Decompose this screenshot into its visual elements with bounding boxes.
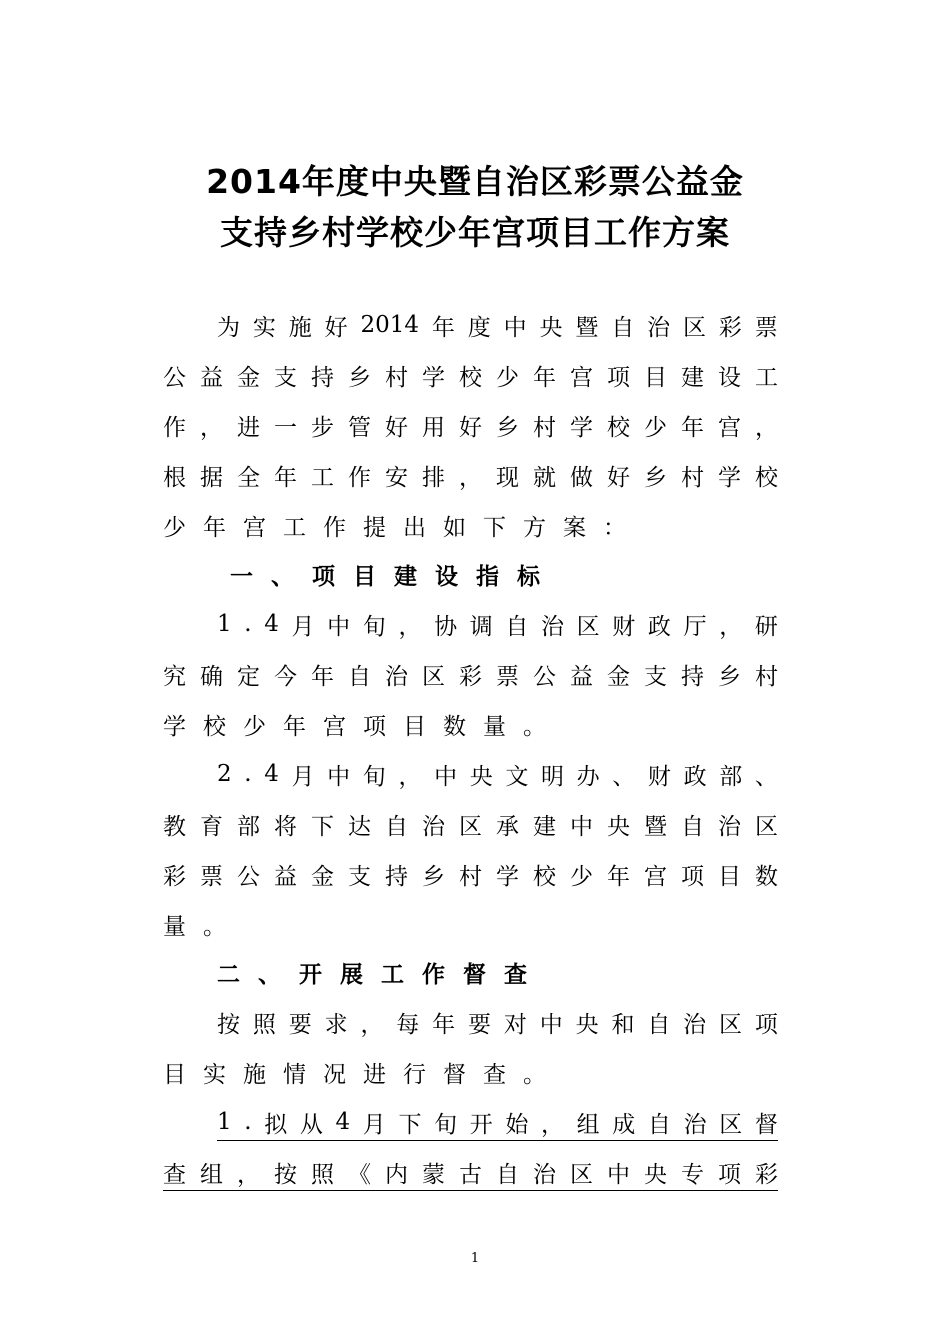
underlined-text-line	[217, 1104, 778, 1141]
text-glyph: 央	[607, 813, 630, 840]
body-text-line	[163, 457, 778, 493]
text-glyph: 督	[463, 961, 486, 988]
text-glyph: 管	[348, 414, 371, 441]
text-glyph: ，	[541, 1111, 564, 1138]
text-glyph: 。	[523, 1061, 546, 1088]
text-glyph: 治	[422, 813, 445, 840]
text-glyph: 开	[299, 961, 322, 988]
text-glyph: 少	[163, 514, 186, 541]
text-glyph: 旬	[434, 1111, 458, 1138]
text-glyph: 中	[607, 1161, 630, 1188]
text-glyph: 行	[403, 1061, 426, 1088]
text-glyph: 治	[533, 1161, 556, 1188]
text-glyph: .	[244, 761, 252, 787]
text-glyph: 年	[311, 663, 334, 690]
text-glyph: 学	[496, 863, 519, 890]
text-glyph: 好	[385, 414, 408, 441]
text-glyph: 工	[311, 464, 334, 491]
text-glyph: 年	[607, 863, 630, 890]
text-glyph: 乡	[644, 464, 667, 491]
text-glyph: 研	[754, 613, 778, 640]
text-glyph: 宫	[570, 364, 593, 391]
text-glyph: 量	[163, 913, 186, 940]
text-glyph: ，	[398, 763, 422, 790]
text-glyph: 乡	[496, 414, 519, 441]
body-text-line	[163, 706, 778, 742]
text-glyph: 、	[258, 961, 281, 988]
text-glyph: ，	[360, 1011, 384, 1038]
text-glyph: 1	[217, 1109, 232, 1135]
text-glyph: 文	[505, 763, 529, 790]
text-glyph: 中	[327, 763, 351, 790]
text-glyph: 中	[503, 314, 527, 341]
text-glyph: 好	[324, 314, 348, 341]
text-glyph: 工	[283, 514, 306, 541]
text-glyph: .	[244, 611, 252, 637]
text-glyph: ，	[398, 613, 422, 640]
body-text-line	[217, 756, 778, 792]
text-glyph: 年	[283, 713, 306, 740]
text-glyph: 票	[200, 863, 223, 890]
text-glyph: ，	[719, 613, 743, 640]
text-glyph: 专	[681, 1161, 704, 1188]
body-text-line	[163, 656, 778, 692]
text-glyph: 月	[362, 1111, 386, 1138]
text-glyph: ，	[755, 414, 778, 441]
text-glyph: 二	[217, 961, 240, 988]
text-glyph: 暨	[644, 813, 667, 840]
text-glyph: 查	[483, 1061, 506, 1088]
text-glyph: 区	[576, 613, 600, 640]
body-text-line	[163, 856, 778, 892]
text-glyph: 政	[683, 763, 707, 790]
text-glyph: 下	[483, 514, 506, 541]
text-glyph: 一	[230, 563, 253, 590]
text-glyph: 达	[348, 813, 371, 840]
text-glyph: 古	[459, 1161, 482, 1188]
body-text-line	[163, 507, 778, 543]
text-glyph: 央	[539, 314, 563, 341]
text-glyph: 协	[434, 613, 458, 640]
body-text-line	[163, 407, 778, 443]
text-glyph: 求	[324, 1011, 348, 1038]
text-glyph: 案	[563, 514, 586, 541]
text-glyph: 乡	[422, 863, 445, 890]
text-glyph: 要	[288, 1011, 312, 1038]
text-glyph: 中	[434, 763, 458, 790]
text-glyph: 年	[533, 364, 556, 391]
text-glyph: 村	[755, 663, 778, 690]
underlined-text-line	[163, 1154, 778, 1191]
text-glyph: 中	[570, 813, 593, 840]
text-glyph: 育	[200, 813, 223, 840]
text-glyph: 村	[459, 863, 482, 890]
text-glyph: 拟	[264, 1111, 288, 1138]
text-glyph: 支	[644, 663, 667, 690]
text-glyph: 宫	[243, 514, 266, 541]
text-glyph: 工	[381, 961, 404, 988]
text-glyph: 况	[323, 1061, 346, 1088]
text-glyph: 村	[681, 464, 704, 491]
text-glyph: 内	[385, 1161, 408, 1188]
text-glyph: 票	[496, 663, 519, 690]
text-glyph: 1	[217, 611, 232, 637]
text-glyph: 项	[681, 863, 704, 890]
body-text-line	[217, 606, 778, 642]
text-glyph: ，	[237, 1161, 260, 1188]
text-glyph: 施	[243, 1061, 266, 1088]
text-glyph: 督	[443, 1061, 466, 1088]
text-glyph: 。	[203, 913, 226, 940]
text-glyph: ，	[459, 464, 482, 491]
text-glyph: 好	[607, 464, 630, 491]
text-glyph: 财	[612, 613, 636, 640]
text-glyph: ：	[603, 514, 626, 541]
text-glyph: 项	[312, 563, 335, 590]
text-glyph: 督	[754, 1111, 778, 1138]
text-glyph: 要	[468, 1011, 492, 1038]
text-glyph: 排	[422, 464, 445, 491]
text-glyph: 提	[363, 514, 386, 541]
text-glyph: 照	[252, 1011, 276, 1038]
text-glyph: 金	[237, 364, 260, 391]
text-glyph: 校	[533, 863, 556, 890]
text-glyph: 作	[422, 961, 445, 988]
text-glyph: 益	[200, 364, 223, 391]
text-glyph: 4	[335, 1109, 351, 1135]
text-glyph: 教	[163, 813, 186, 840]
text-glyph: 自	[681, 813, 704, 840]
text-glyph: 政	[647, 613, 671, 640]
text-glyph: 彩	[755, 1161, 778, 1188]
text-glyph: 情	[283, 1061, 306, 1088]
text-glyph: 下	[311, 813, 334, 840]
section-heading	[217, 954, 545, 990]
text-glyph: 区	[755, 813, 778, 840]
text-glyph: 作	[163, 414, 186, 441]
text-glyph: 目	[718, 863, 741, 890]
text-glyph: 中	[327, 613, 351, 640]
text-glyph: 实	[252, 314, 276, 341]
body-text-line	[217, 307, 778, 343]
text-glyph: 办	[576, 763, 600, 790]
text-glyph: 为	[217, 314, 240, 341]
text-glyph: 展	[340, 961, 363, 988]
text-glyph: 旬	[362, 613, 386, 640]
text-glyph: 目	[163, 1061, 186, 1088]
text-glyph: 年	[203, 514, 226, 541]
text-glyph: 区	[570, 1161, 593, 1188]
text-glyph: 施	[288, 314, 312, 341]
text-glyph: 始	[505, 1111, 529, 1138]
text-glyph: 彩	[459, 663, 482, 690]
text-glyph: 和	[611, 1011, 635, 1038]
text-glyph: 自	[647, 1011, 671, 1038]
text-glyph: 村	[533, 414, 556, 441]
text-glyph: 月	[291, 763, 315, 790]
text-glyph: 蒙	[422, 1161, 445, 1188]
text-glyph: 彩	[163, 863, 186, 890]
text-glyph: 月	[291, 613, 315, 640]
text-glyph: 如	[443, 514, 466, 541]
text-glyph: 用	[422, 414, 445, 441]
text-glyph: 安	[385, 464, 408, 491]
text-glyph: 少	[644, 414, 667, 441]
text-glyph: 治	[718, 813, 741, 840]
text-glyph: 根	[163, 464, 186, 491]
text-glyph: 部	[719, 763, 743, 790]
text-glyph: 量	[483, 713, 506, 740]
text-glyph: 自	[385, 813, 408, 840]
text-glyph: 学	[570, 414, 593, 441]
body-text-line	[163, 1054, 778, 1090]
body-text-line	[217, 1004, 778, 1040]
text-glyph: 厅	[683, 613, 707, 640]
text-glyph: 自	[348, 663, 371, 690]
text-glyph: 旬	[362, 763, 386, 790]
text-glyph: 治	[385, 663, 408, 690]
text-glyph: 金	[311, 863, 334, 890]
text-glyph: 查	[504, 961, 527, 988]
text-glyph: 治	[647, 314, 671, 341]
text-glyph: 下	[398, 1111, 422, 1138]
text-glyph: 4	[264, 761, 279, 787]
text-glyph: 步	[311, 414, 334, 441]
text-glyph: 就	[533, 464, 556, 491]
text-glyph: 金	[607, 663, 630, 690]
text-glyph: 公	[163, 364, 186, 391]
text-glyph: 成	[612, 1111, 636, 1138]
text-glyph: 做	[570, 464, 593, 491]
body-text-line	[163, 806, 778, 842]
text-glyph: 将	[274, 813, 297, 840]
text-glyph: 组	[200, 1161, 223, 1188]
text-glyph: 校	[755, 464, 778, 491]
text-glyph: 出	[403, 514, 426, 541]
document-title-line1: 2014年度中央暨自治区彩票公益金	[206, 162, 744, 201]
text-glyph: 全	[237, 464, 260, 491]
text-glyph: 目	[353, 563, 376, 590]
text-glyph: 项	[607, 364, 630, 391]
text-glyph: 少	[243, 713, 266, 740]
text-glyph: 支	[274, 364, 297, 391]
document-title-line2: 支持乡村学校少年宫项目工作方案	[220, 213, 730, 252]
text-glyph: 央	[575, 1011, 599, 1038]
text-glyph: 学	[422, 364, 445, 391]
text-glyph: 作	[323, 514, 346, 541]
text-glyph: 票	[754, 314, 778, 341]
page-number: 1	[470, 1251, 480, 1266]
text-glyph: 4	[264, 611, 279, 637]
text-glyph: 校	[459, 364, 482, 391]
text-glyph: 承	[496, 813, 519, 840]
text-glyph: 区	[459, 813, 482, 840]
text-glyph: 年	[431, 314, 455, 341]
text-glyph: 益	[570, 663, 593, 690]
text-glyph: 区	[683, 314, 707, 341]
text-glyph: 方	[523, 514, 546, 541]
text-glyph: 建	[533, 813, 556, 840]
text-glyph: 部	[237, 813, 260, 840]
text-glyph: 数	[755, 863, 778, 890]
text-glyph: 据	[200, 464, 223, 491]
text-glyph: 、	[612, 763, 636, 790]
text-glyph: 照	[311, 1161, 334, 1188]
text-glyph: 区	[719, 1011, 743, 1038]
text-glyph: 组	[576, 1111, 600, 1138]
text-glyph: 明	[541, 763, 564, 790]
text-glyph: 区	[719, 1111, 743, 1138]
text-glyph: 一	[274, 414, 297, 441]
text-glyph: 确	[200, 663, 223, 690]
text-glyph: 自	[496, 1161, 519, 1188]
text-glyph: 彩	[718, 314, 742, 341]
text-glyph: 治	[683, 1111, 707, 1138]
text-glyph: 宫	[323, 713, 346, 740]
text-glyph: 每	[396, 1011, 420, 1038]
text-glyph: .	[244, 1109, 252, 1135]
text-glyph: 2	[217, 761, 232, 787]
text-glyph: 少	[496, 364, 519, 391]
text-glyph: 中	[539, 1011, 563, 1038]
text-glyph: 自	[611, 314, 635, 341]
text-glyph: 设	[718, 364, 741, 391]
text-glyph: 按	[274, 1161, 297, 1188]
text-glyph: 少	[570, 863, 593, 890]
text-glyph: 宫	[718, 414, 741, 441]
text-glyph: 《	[348, 1161, 371, 1188]
text-glyph: 度	[467, 314, 491, 341]
text-glyph: 自	[647, 1111, 671, 1138]
text-glyph: 进	[237, 414, 260, 441]
text-glyph: 校	[203, 713, 226, 740]
text-glyph: 宫	[644, 863, 667, 890]
text-glyph: 村	[385, 364, 408, 391]
text-glyph: 。	[523, 713, 546, 740]
text-glyph: 区	[422, 663, 445, 690]
section-heading	[230, 556, 558, 592]
text-glyph: 现	[496, 464, 519, 491]
text-glyph: 年	[681, 414, 704, 441]
text-glyph: 目	[644, 364, 667, 391]
text-glyph: 好	[459, 414, 482, 441]
text-glyph: 乡	[348, 364, 371, 391]
text-glyph: 今	[274, 663, 297, 690]
text-glyph: 项	[718, 1161, 741, 1188]
text-glyph: 指	[476, 563, 499, 590]
text-glyph: 、	[754, 763, 778, 790]
text-glyph: 年	[432, 1011, 456, 1038]
text-glyph: 进	[363, 1061, 386, 1088]
text-glyph: 公	[533, 663, 556, 690]
text-glyph: 建	[394, 563, 417, 590]
text-glyph: 工	[755, 364, 778, 391]
text-glyph: 自	[505, 613, 529, 640]
text-glyph: 查	[163, 1161, 186, 1188]
text-glyph: 调	[469, 613, 493, 640]
text-glyph: 标	[517, 563, 540, 590]
text-glyph: 按	[217, 1011, 240, 1038]
text-glyph: 开	[469, 1111, 493, 1138]
text-glyph: 学	[163, 713, 186, 740]
text-glyph: 对	[503, 1011, 527, 1038]
text-glyph: 从	[299, 1111, 323, 1138]
text-glyph: 央	[469, 763, 493, 790]
text-glyph: 究	[163, 663, 186, 690]
text-glyph: 暨	[575, 314, 599, 341]
text-glyph: 校	[607, 414, 630, 441]
text-glyph: 年	[274, 464, 297, 491]
text-glyph: 、	[271, 563, 294, 590]
text-glyph: 治	[541, 613, 564, 640]
text-glyph: 项	[363, 713, 386, 740]
text-glyph: 学	[718, 464, 741, 491]
text-glyph: 央	[644, 1161, 667, 1188]
text-glyph: 财	[647, 763, 671, 790]
text-glyph: 目	[403, 713, 426, 740]
text-glyph: 持	[385, 863, 408, 890]
text-glyph: 治	[683, 1011, 707, 1038]
text-glyph: 支	[348, 863, 371, 890]
body-text-line	[163, 357, 778, 393]
text-glyph: 持	[311, 364, 334, 391]
text-glyph: 乡	[718, 663, 741, 690]
text-glyph: 定	[237, 663, 260, 690]
text-glyph: 持	[681, 663, 704, 690]
body-text-line	[163, 906, 778, 942]
text-glyph: 益	[274, 863, 297, 890]
text-glyph: 建	[681, 364, 704, 391]
text-glyph: 设	[435, 563, 458, 590]
text-glyph: ，	[200, 414, 223, 441]
text-glyph: 作	[348, 464, 371, 491]
text-glyph: 公	[237, 863, 260, 890]
text-glyph: 数	[443, 713, 466, 740]
text-glyph: 实	[203, 1061, 226, 1088]
text-glyph: 项	[754, 1011, 778, 1038]
text-glyph: 2014	[360, 312, 420, 338]
